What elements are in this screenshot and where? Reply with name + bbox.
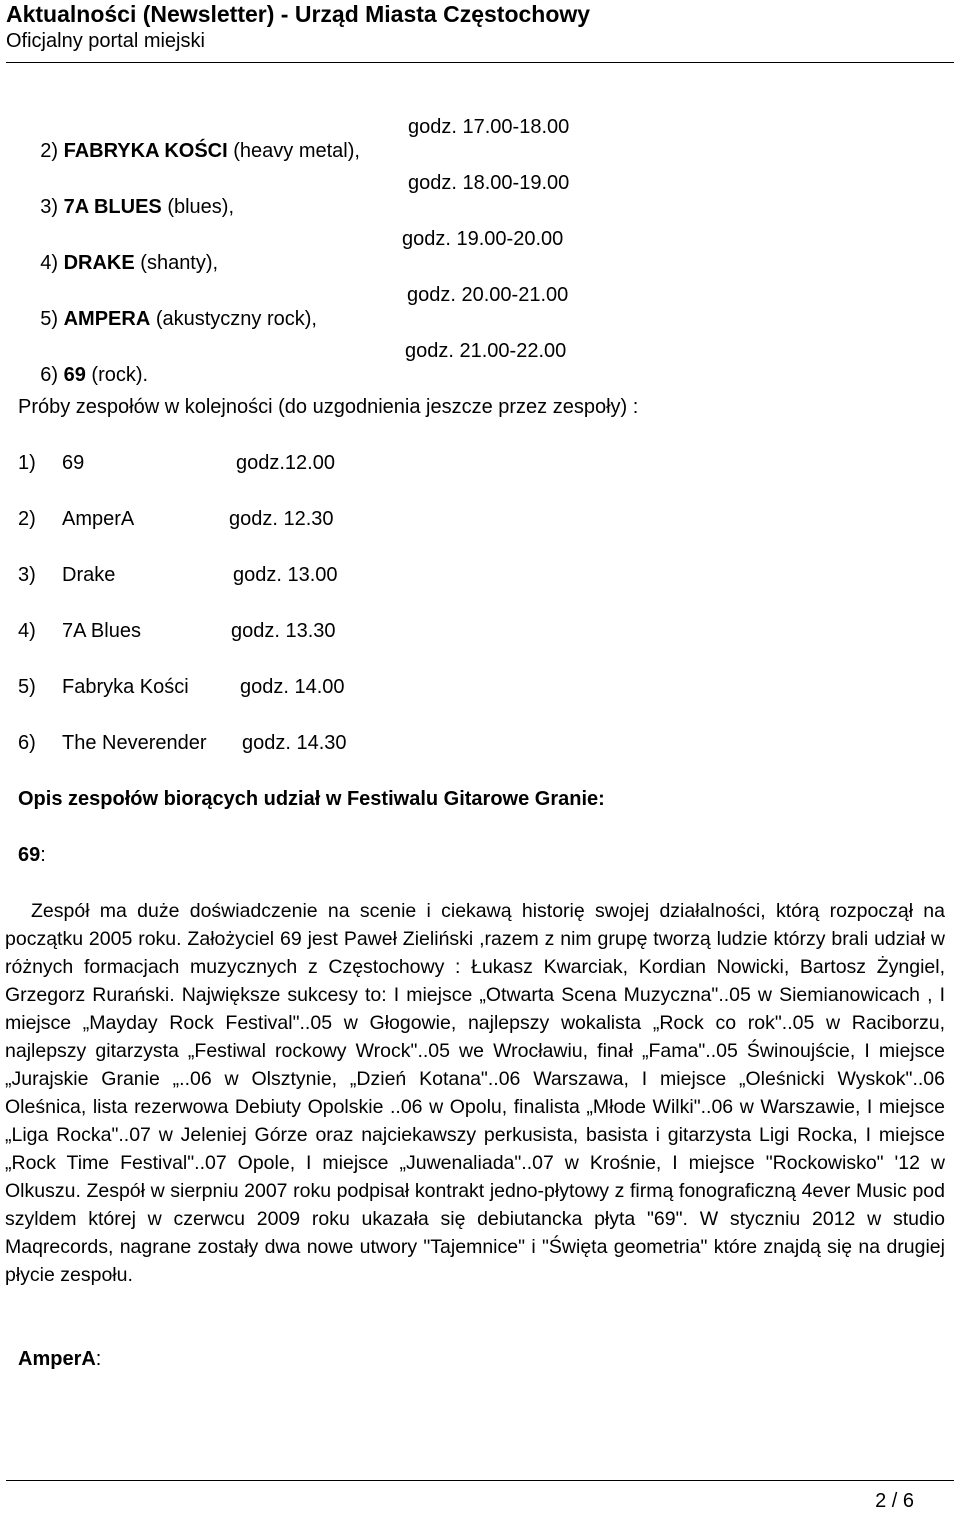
footer-divider bbox=[6, 1480, 954, 1481]
band-heading-ampera: AmperA: bbox=[18, 1348, 102, 1370]
document-title: Aktualności (Newsletter) - Urząd Miasta Częstochowy bbox=[6, 1, 591, 27]
rehearsal-time: godz. 13.30 bbox=[231, 620, 336, 642]
rehearsal-band: Fabryka Kości bbox=[62, 676, 189, 698]
rehearsal-time: godz. 12.30 bbox=[229, 508, 334, 530]
rehearsal-time: godz. 14.00 bbox=[240, 676, 345, 698]
band-title: AmperA bbox=[18, 1348, 96, 1370]
band-description-69: Zespół ma duże doświadczenie na scenie i ciekawą historię swojej działalności, którą rozpoczął na początku 2005 roku. Założyciel 69 jest Paweł Zieliński ,razem z nim grupę tworzą ludzie którzy brali udział w różnych formacjach muzycznych z Częstochowy : Łukasz Kwarciak, Kordian Nowicki, Bartosz Żyngiel, Grzegorz Rurański. Największe sukcesy to: I miejsce „Otwarta Scena Muzyczna"..05 w Siemianowicach , I miejsce „Mayday Rock Festival"..05 w Głogowie, najlepszy wokalista „Rock co rok"..05 w Raciborzu, najlepszy gitarzysta „Festiwal rockowy Wrock"..05 we Wrocławiu, finał „Fama"..05 Świnoujście, I miejsce „Jurajskie Granie „..06 w Olsztynie, „Dzień Kotana"..06 Warszawa, I miejsce „Oleśnicki Wyskok"..06 Oleśnica, lista rezerwowa Debiuty Opolskie ..06 w Opolu, finalista „Młode Wilki"..06 w Warszawie, I miejsce „Liga Rocka"..07 w Jeleniej Górze oraz najciekawszy perkusista, basista i gitarzysta Ligi Rocka, I miejsce „Rock Time Festival"..07 Opole, I miejsce „Juwenaliada"..07 w Krośnie, I miejsce "Rockowisko" '12 w Olkuszu. Zespół w sierpniu 2007 roku podpisał kontrakt jedno-płytowy z firmą fonograficzną 4ever Music pod szyldem której w czerwcu 2009 roku ukazała się debiutancka płyta "69". W styczniu 2012 w studio Maqrecords, nagrane zostały dwa nowe utwory "Tajemnice" i "Święta geometria" które znajdą się na drugiej płycie zespołu. bbox=[5, 900, 945, 1286]
document-subtitle: Oficjalny portal miejski bbox=[6, 30, 205, 52]
band-title: 69 bbox=[18, 844, 41, 866]
schedule-time: godz. 18.00-19.00 bbox=[408, 172, 570, 194]
rehearsal-band: 69 bbox=[62, 452, 85, 474]
rehearsal-band: Drake bbox=[62, 564, 116, 586]
band-name: DRAKE bbox=[63, 252, 135, 274]
schedule-item: 3) 7A BLUES (blues), godz. 18.00-19.00 bbox=[40, 172, 570, 218]
rehearsal-band: AmperA bbox=[62, 508, 135, 530]
rehearsal-item: 6) The Neverender godz. 14.30 bbox=[18, 732, 347, 754]
bands-heading: Opis zespołów biorących udział w Festiwalu Gitarowe Granie: bbox=[18, 788, 605, 810]
rehearsals-heading: Próby zespołów w kolejności (do uzgodnienia jeszcze przez zespoły) : bbox=[18, 396, 639, 418]
schedule-item: 4) DRAKE (shanty), godz. 19.00-20.00 bbox=[40, 228, 564, 274]
rehearsal-band: 7A Blues bbox=[62, 620, 141, 642]
band-heading-69: 69: bbox=[18, 844, 46, 866]
rehearsal-item: 1) 69 godz.12.00 bbox=[18, 452, 335, 474]
header-divider bbox=[6, 62, 954, 63]
rehearsal-item: 2) AmperA godz. 12.30 bbox=[18, 508, 334, 530]
schedule-time: godz. 19.00-20.00 bbox=[402, 228, 564, 250]
schedule-time: godz. 21.00-22.00 bbox=[405, 340, 567, 362]
rehearsal-time: godz. 13.00 bbox=[233, 564, 338, 586]
rehearsal-time: godz.12.00 bbox=[236, 452, 335, 474]
schedule-time: godz. 17.00-18.00 bbox=[408, 116, 570, 138]
page-header bbox=[6, 0, 954, 54]
rehearsal-item: 3) Drake godz. 13.00 bbox=[18, 564, 338, 586]
schedule-item: 2) FABRYKA KOŚCI (heavy metal), godz. 17.00-18.00 bbox=[40, 116, 570, 162]
band-name: 7A BLUES bbox=[63, 196, 162, 218]
band-name: FABRYKA KOŚCI bbox=[63, 140, 228, 162]
rehearsal-time: godz. 14.30 bbox=[242, 732, 347, 754]
rehearsal-item: 4) 7A Blues godz. 13.30 bbox=[18, 620, 336, 642]
schedule-time: godz. 20.00-21.00 bbox=[407, 284, 569, 306]
schedule-item: 5) AMPERA (akustyczny rock), godz. 20.00-21.00 bbox=[40, 284, 569, 330]
schedule-item: 6) 69 (rock). godz. 21.00-22.00 bbox=[40, 340, 567, 386]
band-name: AMPERA bbox=[63, 308, 151, 330]
band-name: 69 bbox=[63, 364, 86, 386]
rehearsal-band: The Neverender bbox=[62, 732, 207, 754]
rehearsal-item: 5) Fabryka Kości godz. 14.00 bbox=[18, 676, 345, 698]
page-number: 2 / 6 bbox=[875, 1490, 914, 1512]
